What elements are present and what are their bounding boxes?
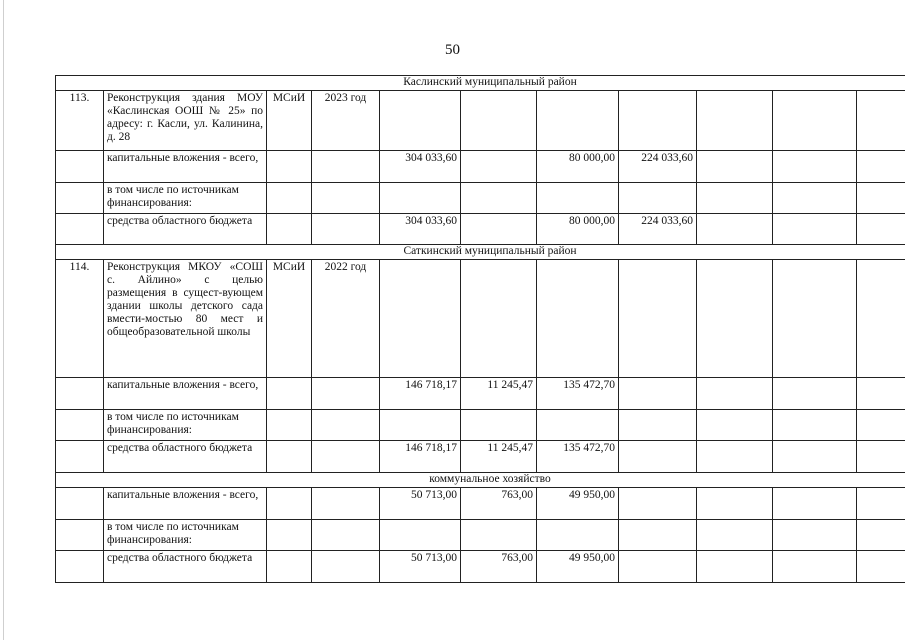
row-label: средства областного бюджета xyxy=(104,441,267,473)
row-label: капитальные вложения - всего, xyxy=(104,488,267,520)
object-name: Реконструкция МКОУ «СОШ с. Айлино» с целью размещения в сущест-вующем здании школы детского сада вмести-мостью 80 мест и общеобразовательной школы xyxy=(104,260,267,378)
row-label: капитальные вложения - всего, xyxy=(104,151,267,183)
object-name: Реконструкция здания МОУ «Каслинская ООШ № 25» по адресу: г. Касли, ул. Калинина, д. 28 xyxy=(104,91,267,151)
section-row-communal xyxy=(56,473,905,488)
page-number: 50 xyxy=(445,42,460,58)
value-col2: 11 245,47 xyxy=(461,441,537,473)
organization: МСиИ xyxy=(267,260,312,378)
section-row-kasli xyxy=(56,76,905,91)
row-label: в том числе по источникам финансирования: xyxy=(104,520,267,551)
row-label: в том числе по источникам финансирования: xyxy=(104,410,267,441)
organization: МСиИ xyxy=(267,91,312,151)
table-row xyxy=(56,488,905,520)
section-title: Каслинский муниципальный район xyxy=(56,76,905,91)
value-col3: 80 000,00 xyxy=(537,151,619,183)
value-col4: 224 033,60 xyxy=(619,214,697,245)
row-label: средства областного бюджета xyxy=(104,214,267,245)
value-total: 146 718,17 xyxy=(380,441,461,473)
table-row xyxy=(56,260,905,378)
value-total: 304 033,60 xyxy=(380,151,461,183)
row-number: 113. xyxy=(56,91,104,151)
row-label: в том числе по источникам финансирования: xyxy=(104,183,267,214)
row-label: средства областного бюджета xyxy=(104,551,267,583)
table-row xyxy=(56,520,905,551)
row-label: капитальные вложения - всего, xyxy=(104,378,267,410)
value-total: 304 033,60 xyxy=(380,214,461,245)
section-title: Саткинский муниципальный район xyxy=(56,245,905,260)
value-col3: 135 472,70 xyxy=(537,441,619,473)
budget-table xyxy=(55,75,905,583)
table-row xyxy=(56,91,905,151)
value-col2: 11 245,47 xyxy=(461,378,537,410)
table-row xyxy=(56,214,905,245)
value-total: 146 718,17 xyxy=(380,378,461,410)
value-col4: 224 033,60 xyxy=(619,151,697,183)
year: 2022 год xyxy=(312,260,380,378)
scan-edge-line xyxy=(3,0,4,640)
value-col3: 135 472,70 xyxy=(537,378,619,410)
value-col3: 49 950,00 xyxy=(537,488,619,520)
table-row xyxy=(56,151,905,183)
table-row xyxy=(56,551,905,583)
value-col2: 763,00 xyxy=(461,551,537,583)
year: 2023 год xyxy=(312,91,380,151)
table-row xyxy=(56,410,905,441)
row-number: 114. xyxy=(56,260,104,378)
section-title: коммунальное хозяйство xyxy=(56,473,905,488)
value-total: 50 713,00 xyxy=(380,551,461,583)
table-row xyxy=(56,378,905,410)
value-col3: 80 000,00 xyxy=(537,214,619,245)
value-col2: 763,00 xyxy=(461,488,537,520)
table-row xyxy=(56,183,905,214)
value-total: 50 713,00 xyxy=(380,488,461,520)
value-col3: 49 950,00 xyxy=(537,551,619,583)
table-row xyxy=(56,441,905,473)
section-row-satka xyxy=(56,245,905,260)
